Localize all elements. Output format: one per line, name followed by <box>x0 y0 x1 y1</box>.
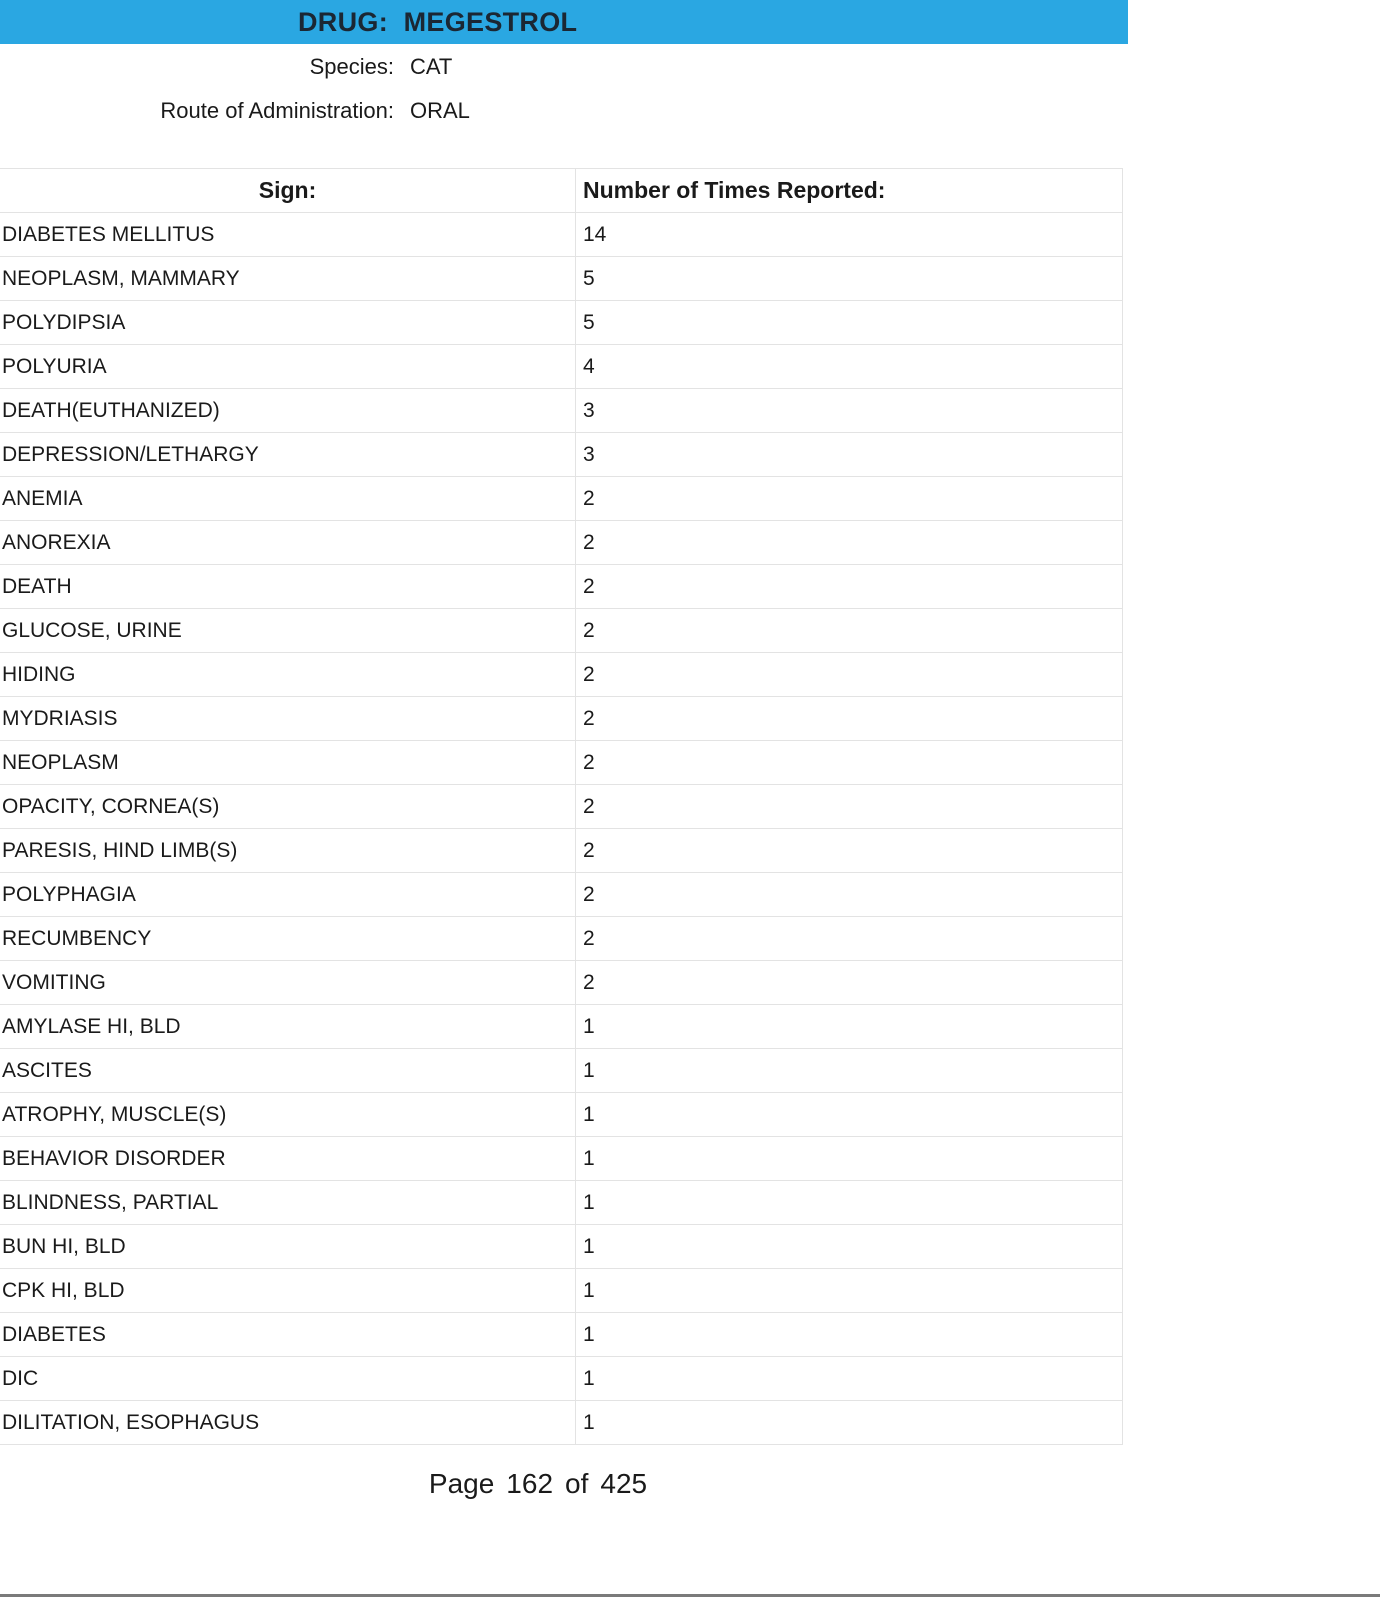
table-row <box>0 1225 1122 1269</box>
table-row <box>0 521 1122 565</box>
table-row <box>0 609 1122 653</box>
count-cell: 1 <box>583 1278 595 1302</box>
count-cell: 1 <box>583 1190 595 1214</box>
drug-name: MEGESTROL <box>403 7 578 37</box>
count-cell: 1 <box>583 1322 595 1346</box>
table-row <box>0 213 1122 257</box>
sign-cell: ANOREXIA <box>0 521 576 564</box>
count-cell: 2 <box>583 794 595 818</box>
sign-cell: DIABETES MELLITUS <box>0 213 576 256</box>
table-row <box>0 1181 1122 1225</box>
table-row <box>0 1005 1122 1049</box>
table-row <box>0 1313 1122 1357</box>
sign-cell: AMYLASE HI, BLD <box>0 1005 576 1048</box>
header-banner <box>0 0 1128 44</box>
sign-cell: GLUCOSE, URINE <box>0 609 576 652</box>
table-row <box>0 565 1122 609</box>
table-row <box>0 873 1122 917</box>
sign-cell: DEPRESSION/LETHARGY <box>0 433 576 476</box>
table-row <box>0 1357 1122 1401</box>
sign-cell: ATROPHY, MUSCLE(S) <box>0 1093 576 1136</box>
table-row <box>0 1401 1122 1445</box>
sign-cell: PARESIS, HIND LIMB(S) <box>0 829 576 872</box>
sign-cell: POLYURIA <box>0 345 576 388</box>
drug-title <box>298 7 577 38</box>
sign-cell: NEOPLASM <box>0 741 576 784</box>
count-cell: 2 <box>583 926 595 950</box>
table-row <box>0 653 1122 697</box>
table-header <box>0 169 1122 213</box>
sign-cell: RECUMBENCY <box>0 917 576 960</box>
table-row <box>0 829 1122 873</box>
table-row <box>0 477 1122 521</box>
table-row <box>0 345 1122 389</box>
count-cell: 1 <box>583 1366 595 1390</box>
table-row <box>0 961 1122 1005</box>
sign-cell: DIABETES <box>0 1313 576 1356</box>
route-value: ORAL <box>410 98 470 123</box>
count-cell: 1 <box>583 1102 595 1126</box>
scan-edge-line <box>0 1594 1380 1597</box>
sign-cell: BUN HI, BLD <box>0 1225 576 1268</box>
sign-cell: DILITATION, ESOPHAGUS <box>0 1401 576 1444</box>
count-cell: 14 <box>583 222 607 246</box>
count-cell: 2 <box>583 706 595 730</box>
sign-cell: NEOPLASM, MAMMARY <box>0 257 576 300</box>
count-cell: 1 <box>583 1234 595 1258</box>
count-cell: 1 <box>583 1058 595 1082</box>
table-row <box>0 1269 1122 1313</box>
sign-cell: DIC <box>0 1357 576 1400</box>
sign-cell: BEHAVIOR DISORDER <box>0 1137 576 1180</box>
count-cell: 2 <box>583 574 595 598</box>
table-row <box>0 785 1122 829</box>
table-row <box>0 697 1122 741</box>
count-cell: 4 <box>583 354 595 378</box>
page-word: Page <box>428 1468 495 1499</box>
sign-cell: HIDING <box>0 653 576 696</box>
sign-cell: DEATH <box>0 565 576 608</box>
table-body <box>0 213 1122 1445</box>
sign-cell: ASCITES <box>0 1049 576 1092</box>
sign-cell: ANEMIA <box>0 477 576 520</box>
species-value: CAT <box>410 54 453 79</box>
sign-cell: BLINDNESS, PARTIAL <box>0 1181 576 1224</box>
count-cell: 1 <box>583 1410 595 1434</box>
species-row <box>0 54 1380 84</box>
signs-table <box>0 168 1123 1445</box>
table-row <box>0 1137 1122 1181</box>
count-cell: 1 <box>583 1146 595 1170</box>
sign-cell: OPACITY, CORNEA(S) <box>0 785 576 828</box>
count-cell: 5 <box>583 310 595 334</box>
sign-cell: POLYPHAGIA <box>0 873 576 916</box>
table-row <box>0 1093 1122 1137</box>
table-row <box>0 741 1122 785</box>
count-cell: 2 <box>583 970 595 994</box>
of-word: of <box>565 1468 589 1499</box>
page-total: 425 <box>600 1468 648 1499</box>
drug-label: DRUG: <box>298 7 388 37</box>
sign-cell: MYDRIASIS <box>0 697 576 740</box>
count-cell: 2 <box>583 486 595 510</box>
count-cell: 2 <box>583 882 595 906</box>
table-row <box>0 433 1122 477</box>
count-cell: 5 <box>583 266 595 290</box>
column-header-sign: Sign: <box>0 169 576 212</box>
route-label: Route of Administration: <box>160 98 394 123</box>
table-row <box>0 301 1122 345</box>
sign-cell: DEATH(EUTHANIZED) <box>0 389 576 432</box>
count-cell: 3 <box>583 442 595 466</box>
page-current: 162 <box>506 1468 554 1499</box>
count-cell: 2 <box>583 838 595 862</box>
page-indicator <box>0 1468 1076 1500</box>
count-cell: 2 <box>583 618 595 642</box>
table-row <box>0 1049 1122 1093</box>
count-cell: 2 <box>583 530 595 554</box>
count-cell: 2 <box>583 662 595 686</box>
table-row <box>0 389 1122 433</box>
count-cell: 1 <box>583 1014 595 1038</box>
species-label: Species: <box>309 54 394 79</box>
column-header-count: Number of Times Reported: <box>583 177 886 203</box>
table-row <box>0 917 1122 961</box>
sign-cell: CPK HI, BLD <box>0 1269 576 1312</box>
table-row <box>0 257 1122 301</box>
sign-cell: VOMITING <box>0 961 576 1004</box>
count-cell: 2 <box>583 750 595 774</box>
route-row <box>0 98 1380 128</box>
sign-cell: POLYDIPSIA <box>0 301 576 344</box>
count-cell: 3 <box>583 398 595 422</box>
